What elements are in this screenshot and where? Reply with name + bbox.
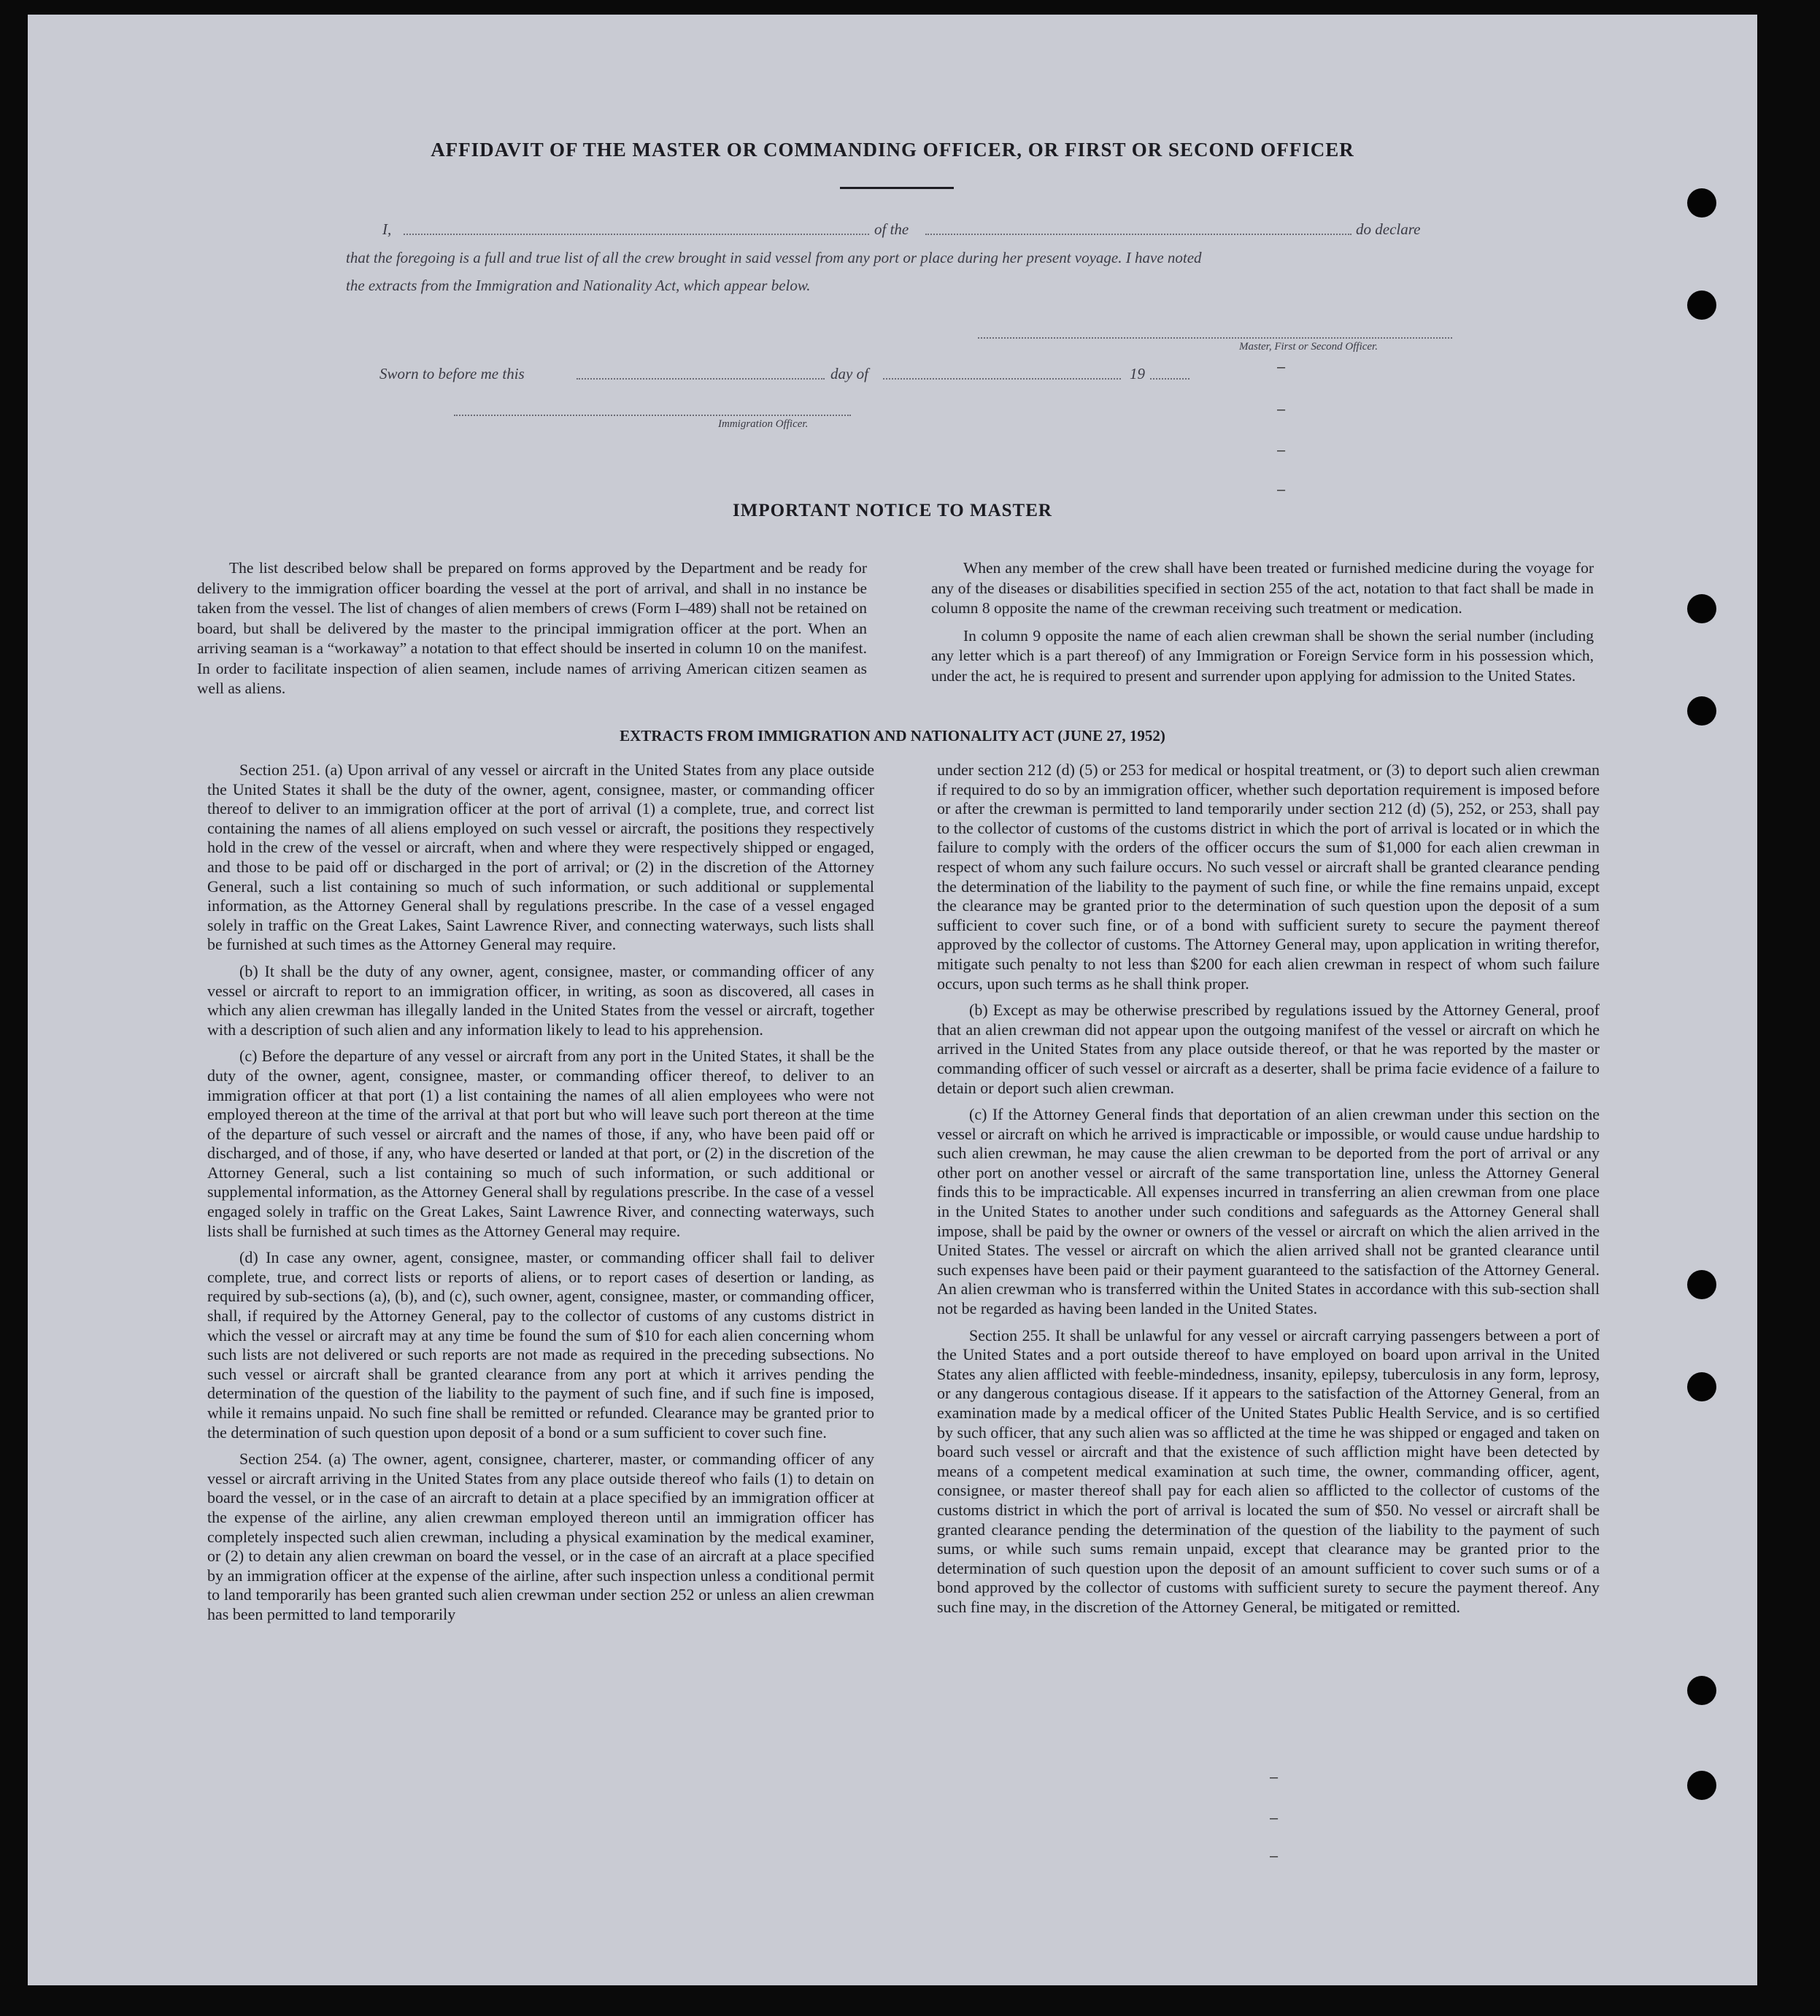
notice-right-column [931, 558, 1594, 693]
notice-paragraph: In column 9 opposite the name of each alien crewman shall be shown the serial number (including any letter which is a part thereof) of any Immigration or Foreign Service form in his possession which, under the act, he is required to present and surrender upon applying for admission to the United States. [931, 626, 1594, 685]
day-of-label: day of [830, 365, 868, 382]
sworn-label: Sworn to before me this [379, 365, 525, 382]
year-label: 19 [1130, 365, 1145, 382]
binder-hole [1687, 1372, 1716, 1401]
act-section: Section 254. (a) The owner, agent, consignee, charterer, master, or commanding officer of any vessel or aircraft arriving in the United States from any place outside thereof who fails (1) to detain on board the vessel, or in the case of an aircraft to detain at a place specified by an immigration officer at the expense of the airline, any alien crewman employed thereon until an immigration officer has completely inspected such alien crewman, including a physical examination by the medical examiner, or (2) to detain any alien crewman on board the vessel, or in the case of an aircraft at a place specified by an immigration officer at the expense of the airline, after such inspection unless a conditional permit to land temporarily has been granted such alien crewman under section 252 or unless an alien crewman has been permitted to land temporarily [207, 1450, 874, 1623]
master-signature-field[interactable] [978, 337, 1452, 339]
margin-dash: – [1270, 1848, 1279, 1864]
binder-hole [1687, 594, 1716, 623]
act-section: under section 212 (d) (5) or 253 for medical or hospital treatment, or (3) to deport such alien crewman if required to do so by an immigration officer, whether such deportation requirement is imposed before or after the crewman is permitted to land temporarily under section 212 (d) (5), 252, or 253, shall pay to the collector of customs of the customs district in which the port of arrival is located or in which the failure to comply with the orders of the officer occurs the sum of $1,000 for each alien crewman in respect of whom any such failure occurs. No such vessel or aircraft shall be granted clearance pending the determination of the liability to the payment of such fine, or while the fine remains unpaid, except the clearance may be granted prior to the determination of such question upon the deposit of a sum sufficient to cover such fine, or of a bond with sufficient surety to secure the payment thereof approved by the collector of customs. The Attorney General may, upon application in writing therefor, mitigate such penalty to not less than $200 for each alien crewman in respect of whom such failure occurs, upon such terms as he shall think proper. [937, 761, 1600, 993]
act-section: Section 251. (a) Upon arrival of any vessel or aircraft in the United States from any place outside the United States it shall be the duty of the owner, agent, consignee, master, or commanding officer thereof to deliver to an immigration officer at the port of arrival (1) a complete, true, and correct list containing the names of all aliens employed on such vessel or aircraft, the positions they respectively hold in the crew of the vessel or aircraft, when and where they were respectively shipped or engaged, and those to be paid off or discharged in the port of arrival; or (2) in the discretion of the Attorney General, such a list containing so much of such information, or such additional or supplemental information, as the Attorney General shall by regulations prescribe. In the case of a vessel engaged solely in traffic on the Great Lakes, Saint Lawrence River, and connecting waterways, such lists shall be furnished at such times as the Attorney General may require. [207, 761, 874, 954]
officer-caption: Immigration Officer. [718, 418, 809, 430]
extracts-right-column [937, 761, 1600, 1625]
notice-left-column [197, 558, 867, 707]
margin-dash: – [1277, 482, 1286, 498]
vessel-label: of the [874, 220, 909, 238]
vessel-name-field[interactable] [925, 234, 1351, 235]
act-section: (d) In case any owner, agent, consignee, master, or commanding officer shall fail to deliver complete, true, and correct lists or reports of aliens, or to report cases of desertion or landing, as required by sub-sections (a), (b), and (c), such owner, agent, consignee, master, or commanding officer, shall, if required by the Attorney General, pay to the collector of customs of any customs district in which the vessel or aircraft may at any time be found the sum of $10 for each alien concerning whom such lists are not delivered or such reports are not made as required in the preceding subsections. No such vessel or aircraft shall be granted clearance from any port at which it arrives pending the determination of the question of the liability to the payment of such fine, and if such fine is imposed, while it remains unpaid. No such fine shall be remitted or refunded. Clearance may be granted prior to the determination of such question upon deposit of a bond or a sum sufficient to cover such fine. [207, 1248, 874, 1442]
binder-hole [1687, 1771, 1716, 1800]
binder-hole [1687, 188, 1716, 218]
extracts-title: EXTRACTS FROM IMMIGRATION AND NATIONALITY ACT (JUNE 27, 1952) [620, 727, 1165, 745]
margin-dash: – [1270, 1769, 1279, 1785]
binder-hole [1687, 696, 1716, 726]
immigration-officer-signature-field[interactable] [454, 415, 851, 416]
binder-hole [1687, 291, 1716, 320]
margin-dash: – [1270, 1810, 1279, 1826]
declarant-name-field[interactable] [404, 234, 869, 235]
declare-label: do declare [1356, 220, 1421, 238]
margin-dash: – [1277, 401, 1286, 418]
affidavit-statement-line1: that the foregoing is a full and true list of all the crew brought in said vessel from any port or place during her present voyage. I have noted [346, 249, 1202, 266]
act-section: (b) Except as may be otherwise prescribed by regulations issued by the Attorney General, proof that an alien crewman did not appear upon the outgoing manifest of the vessel or aircraft on which he arrived in the United States from any place outside thereof, or that he was reported by the master or commanding officer of such vessel or aircraft as a deserter, shall be prima facie evidence of a failure to detain or deport such alien crewman. [937, 1001, 1600, 1097]
margin-dash: – [1277, 442, 1286, 458]
notice-title: IMPORTANT NOTICE TO MASTER [733, 501, 1052, 520]
form-page [28, 15, 1757, 1985]
notice-paragraph: The list described below shall be prepared on forms approved by the Department and be ready for delivery to the immigration officer boarding the vessel at the port of arrival, and shall in no instance be taken from the vessel. The list of changes of alien members of crews (Form I–489) shall not be retained on board, but shall be delivered by the master to the principal immigration officer at the port. When an arriving seaman is a “workaway” a notation to that effect should be inserted in column 10 on the manifest. In order to facilitate inspection of alien seamen, include names of arriving American citizen seamen as well as aliens. [197, 559, 867, 697]
affidavit-statement-line2: the extracts from the Immigration and Nationality Act, which appear below. [346, 277, 811, 294]
sworn-year-field[interactable] [1150, 378, 1189, 380]
declarant-label: I, [382, 220, 392, 238]
sworn-day-field[interactable] [577, 378, 825, 380]
extracts-left-column [207, 761, 874, 1632]
act-section: Section 255. It shall be unlawful for any vessel or aircraft carrying passengers between a port of the United States and a port outside thereof to have employed on board upon arrival in the United States any alien afflicted with feeble-mindedness, insanity, epilepsy, tuberculosis in any form, leprosy, or any dangerous contagious disease. If it appears to the satisfaction of the Attorney General, from an examination made by a medical officer of the United States Public Health Service, and is so certified by such officer, that any such alien was so afflicted at the time he was shipped or engaged and taken on board such vessel or aircraft and that the existence of such affliction might have been detected by means of a competent medical examination at such time, the owner, commanding officer, agent, consignee, or master thereof shall pay for each alien so afflicted to the collector of customs of the customs district in which the port of arrival is located the sum of $50. No vessel or aircraft shall be granted clearance pending the determination of the question of the liability to the payment of such sums, or while such sums remain unpaid, except that clearance may be granted prior to the determination of such question upon the deposit of an amount sufficient to cover such sums or of a bond approved by the collector of customs with sufficient surety to secure the payment thereof. Any such fine may, in the discretion of the Attorney General, be mitigated or remitted. [937, 1326, 1600, 1616]
binder-hole [1687, 1676, 1716, 1705]
act-section: (c) If the Attorney General finds that deportation of an alien crewman under this section on the vessel or aircraft on which he arrived is impracticable or impossible, or would cause undue hardship to such alien crewman, he may cause the alien crewman to be deported from the port of arrival or any other port on another vessel or aircraft of the same transportation line, unless the Attorney General finds this to be impracticable. All expenses incurred in transferring an alien crewman from one place in the United States to another under such conditions and safeguards as the Attorney General shall impose, shall be paid by the owner or owners of the vessel or aircraft on which the alien arrived in the United States. The vessel or aircraft on which the alien arrived shall not be granted clearance until such expenses have been paid or their payment guaranteed to the satisfaction of the Attorney General. An alien crewman who is transferred within the United States in accordance with this sub-section shall not be regarded as having been landed in the United States. [937, 1105, 1600, 1318]
binder-hole [1687, 1270, 1716, 1299]
sworn-month-field[interactable] [883, 378, 1121, 380]
affidavit-title: AFFIDAVIT OF THE MASTER OR COMMANDING OFFICER, OR FIRST OR SECOND OFFICER [431, 139, 1354, 161]
title-rule [840, 187, 954, 189]
act-section: (c) Before the departure of any vessel or aircraft from any port in the United States, it shall be the duty of the owner, agent, consignee, master, or commanding officer thereof, to deliver to an immigration officer at that port (1) a list containing the names of all alien employees who were not employed thereon at the time of the arrival at that port but who will leave such port thereon at the time of the departure of such vessel or aircraft and the names of those, if any, who have been paid off or discharged, and of those, if any, who have deserted or landed at that port, or (2) in the discretion of the Attorney General, such a list containing so much of such information, or such additional or supplemental information, as the Attorney General shall by regulations prescribe. In the case of a vessel engaged solely in traffic on the Great Lakes, Saint Lawrence River, and connecting waterways, such lists shall be furnished at such times as the Attorney General may require. [207, 1047, 874, 1240]
notice-paragraph: When any member of the crew shall have been treated or furnished medicine during the voyage for any of the diseases or disabilities specified in section 255 of the act, notation to that fact shall be made in column 8 opposite the name of the crewman receiving such treatment or medication. [931, 559, 1594, 617]
master-caption: Master, First or Second Officer. [1239, 341, 1378, 353]
act-section: (b) It shall be the duty of any owner, agent, consignee, master, or commanding officer of any vessel or aircraft to report to an immigration officer, in writing, as soon as discovered, all cases in which any alien crewman has illegally landed in the United States from the vessel or aircraft, together with a description of such alien and any information likely to lead to his apprehension. [207, 961, 874, 1039]
margin-dash: – [1277, 359, 1286, 375]
